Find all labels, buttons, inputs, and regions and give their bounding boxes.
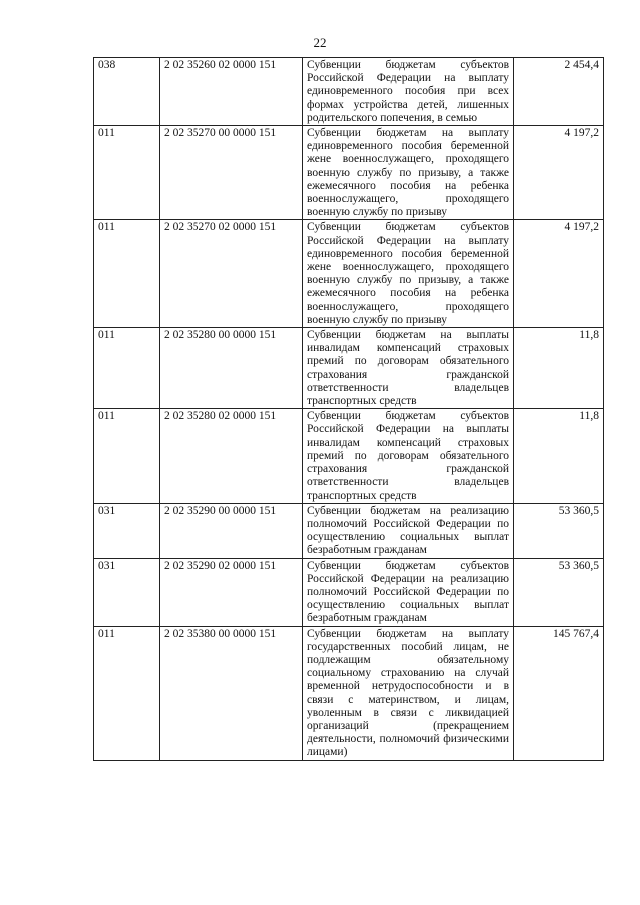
budget-code-cell: 2 02 35280 00 0000 151: [160, 328, 303, 409]
table-row: [94, 220, 604, 328]
amount-cell: 53 360,5: [514, 558, 604, 626]
table-row: [94, 409, 604, 503]
table-row: [94, 58, 604, 126]
admin-code-cell: 011: [94, 409, 160, 503]
admin-code-cell: 011: [94, 328, 160, 409]
revenue-name-cell: Субвенции бюджетам субъектов Российской Федерации на реализацию полномочий Российской Федерации по осуществлению социальных выплат безработным гражданам: [303, 558, 514, 626]
budget-code-cell: 2 02 35290 02 0000 151: [160, 558, 303, 626]
revenue-name-cell: Субвенции бюджетам субъектов Российской Федерации на выплату единовременного пособия при всех формах устройства детей, лишенных родительского попечения, в семью: [303, 58, 514, 126]
revenue-name-cell: Субвенции бюджетам на выплаты инвалидам компенсаций страховых премий по договорам обязательного страхования гражданской ответственности владельцев транспортных средств: [303, 328, 514, 409]
revenue-name-cell: Субвенции бюджетам субъектов Российской Федерации на выплаты инвалидам компенсаций страховых премий по договорам обязательного страхования гражданской ответственности владельцев транспортных средств: [303, 409, 514, 503]
admin-code-cell: 011: [94, 126, 160, 220]
budget-code-cell: 2 02 35260 02 0000 151: [160, 58, 303, 126]
revenue-name-cell: Субвенции бюджетам субъектов Российской Федерации на выплату единовременного пособия беременной жене военнослужащего, проходящего военную службу по призыву, а также ежемесячного пособия на ребенка военнослужащего, проходящего военную службу по призыву: [303, 220, 514, 328]
revenue-name-cell: Субвенции бюджетам на выплату единовременного пособия беременной жене военнослужащего, проходящего военную службу по призыву, а также ежемесячного пособия на ребенка военнослужащего, проходящего военную службу по призыву: [303, 126, 514, 220]
budget-code-cell: 2 02 35270 02 0000 151: [160, 220, 303, 328]
budget-code-cell: 2 02 35290 00 0000 151: [160, 503, 303, 558]
table-row: [94, 126, 604, 220]
revenue-name-cell: Субвенции бюджетам на выплату государственных пособий лицам, не подлежащим обязательному социальному страхованию на случай временной нетрудоспособности и в связи с материнством, и лицам, уволенным в связи с ликвидацией организаций (прекращением деятельности, полномочий физическими лицами): [303, 626, 514, 760]
table-row: [94, 328, 604, 409]
table-row: [94, 503, 604, 558]
budget-code-cell: 2 02 35280 02 0000 151: [160, 409, 303, 503]
table-row: [94, 626, 604, 760]
budget-code-cell: 2 02 35380 00 0000 151: [160, 626, 303, 760]
amount-cell: 4 197,2: [514, 220, 604, 328]
budget-revenue-table: [93, 57, 604, 761]
budget-code-cell: 2 02 35270 00 0000 151: [160, 126, 303, 220]
admin-code-cell: 031: [94, 503, 160, 558]
amount-cell: 53 360,5: [514, 503, 604, 558]
amount-cell: 145 767,4: [514, 626, 604, 760]
admin-code-cell: 031: [94, 558, 160, 626]
amount-cell: 4 197,2: [514, 126, 604, 220]
table-row: [94, 558, 604, 626]
page-number: 22: [313, 35, 327, 50]
admin-code-cell: 011: [94, 626, 160, 760]
amount-cell: 11,8: [514, 328, 604, 409]
admin-code-cell: 038: [94, 58, 160, 126]
revenue-name-cell: Субвенции бюджетам на реализацию полномочий Российской Федерации по осуществлению социальных выплат безработным гражданам: [303, 503, 514, 558]
admin-code-cell: 011: [94, 220, 160, 328]
amount-cell: 2 454,4: [514, 58, 604, 126]
amount-cell: 11,8: [514, 409, 604, 503]
